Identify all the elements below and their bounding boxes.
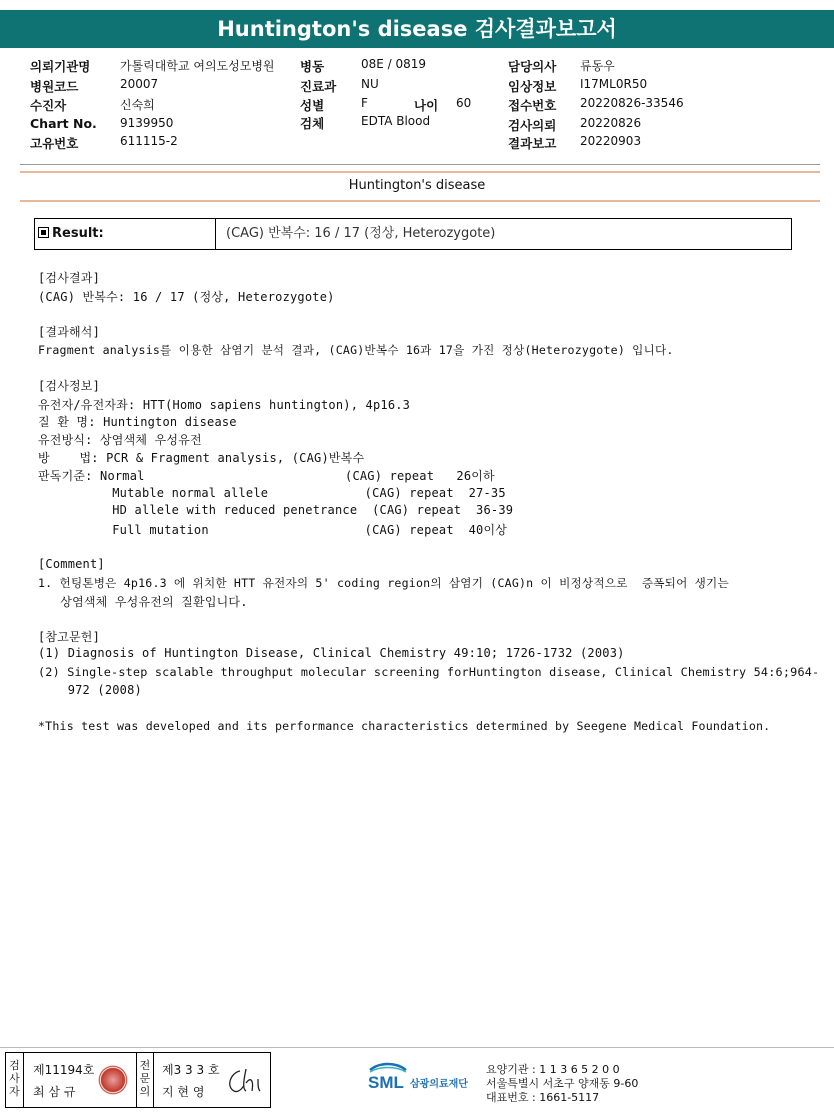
receipt-no-label: 접수번호: [508, 98, 557, 113]
request-date-value: 20220826: [580, 116, 642, 130]
specimen-value: EDTA Blood: [361, 114, 431, 128]
ward-value: 08E / 0819: [361, 57, 427, 71]
report-date-label: 결과보고: [508, 136, 557, 151]
logo-text: SML: [368, 1073, 404, 1092]
hospital-name-label: 의뢰기관명: [30, 59, 91, 74]
criteria-line: HD allele with reduced penetrance (CAG) repeat 36-39: [38, 503, 514, 517]
chart-no-label: Chart No.: [30, 116, 97, 131]
divider: [20, 164, 820, 165]
interpretation-text: Fragment analysis를 이용한 삼염기 분석 결과, (CAG)반복수 16과 17을 가진 정상(Heterozygote) 입니다.: [38, 343, 674, 357]
test-info-line: 방 법: PCR & Fragment analysis, (CAG)반복수: [38, 451, 365, 465]
test-info-line: 유전자/유전자좌: HTT(Homo sapiens huntington), 4p16.3: [38, 398, 411, 412]
clinical-info-label: 임상정보: [508, 79, 557, 94]
report-title: Huntington's disease 검사결과보고서: [0, 10, 834, 48]
hospital-name-value: 가톨릭대학교 여의도성모병원: [120, 59, 275, 73]
clinical-info-value: I17ML0R50: [580, 77, 648, 91]
age-value: 60: [456, 96, 472, 110]
unique-id-label: 고유번호: [30, 136, 79, 151]
criteria-line: Full mutation (CAG) repeat 40이상: [38, 523, 508, 537]
request-date-label: 검사의뢰: [508, 118, 557, 133]
divider: [20, 171, 820, 173]
specialist-label: 전문의: [136, 1053, 154, 1107]
examiner-name: 최 삼 규: [33, 1085, 76, 1099]
doctor-value: 류동우: [580, 59, 615, 73]
seal-stamp-icon: [98, 1065, 128, 1095]
result-text: (CAG) 반복수: 16 / 17 (정상, Heterozygote): [38, 290, 335, 304]
test-name: Huntington's disease: [348, 178, 486, 193]
divider: [0, 1047, 834, 1048]
result-value: (CAG) 반복수: 16 / 17 (정상, Heterozygote): [226, 226, 496, 241]
result-label: Result:: [52, 226, 104, 241]
section-heading: [결과해석]: [38, 325, 101, 339]
test-info-line: 질 환 명: Huntington disease: [38, 415, 237, 429]
disclaimer: *This test was developed and its performance characteristics determined by Seegene Medical Foundation.: [38, 719, 771, 733]
department-label: 진료과: [300, 79, 337, 94]
age-label: 나이: [414, 98, 439, 113]
patient-name-label: 수진자: [30, 98, 67, 113]
org-name: 삼광의료재단: [410, 1079, 468, 1090]
reference-line: (1) Diagnosis of Huntington Disease, Clinical Chemistry 49:10; 1726-1732 (2003): [38, 646, 625, 660]
section-heading: [Comment]: [38, 557, 105, 571]
specialist-name: 지 현 영: [162, 1085, 205, 1099]
result-label-cell: [35, 219, 216, 249]
comment-text: 상염색체 우성유전의 질환입니다.: [38, 595, 248, 609]
reference-line: 972 (2008): [38, 683, 142, 697]
section-heading: [참고문헌]: [38, 630, 101, 644]
department-value: NU: [361, 77, 379, 91]
criteria-line: 판독기준: Normal (CAG) repeat 26이하: [38, 469, 495, 483]
examiner-license: 제11194호: [33, 1063, 95, 1077]
sml-logo: [366, 1061, 486, 1097]
chart-no-value: 9139950: [120, 116, 174, 130]
receipt-no-value: 20220826-33546: [580, 96, 684, 110]
section-heading: [검사결과]: [38, 271, 101, 285]
unique-id-value: 611115-2: [120, 134, 178, 148]
phone-number: 대표번호 : 1661-5117: [486, 1091, 600, 1104]
specimen-label: 검체: [300, 116, 325, 131]
test-info-line: 유전방식: 상염색체 우성유전: [38, 433, 202, 447]
ward-label: 병동: [300, 59, 325, 74]
divider: [20, 200, 820, 202]
section-heading: [검사정보]: [38, 379, 101, 393]
address: 서울특별시 서초구 양재동 9-60: [486, 1077, 639, 1090]
specialist-license: 제3 3 3 호: [162, 1063, 220, 1077]
hospital-code-value: 20007: [120, 77, 159, 91]
institution-code: 요양기관 : 1 1 3 6 5 2 0 0: [486, 1063, 620, 1076]
sex-label: 성별: [300, 98, 325, 113]
signature: [224, 1065, 264, 1097]
result-box: [34, 218, 792, 250]
doctor-label: 담당의사: [508, 59, 557, 74]
report-date-value: 20220903: [580, 134, 642, 148]
signature-box: [5, 1052, 271, 1108]
criteria-line: Mutable normal allele (CAG) repeat 27-35: [38, 486, 506, 500]
reference-line: (2) Single-step scalable throughput molecular screening forHuntington disease, Clinical Chemistry 54:6;964-: [38, 665, 820, 679]
sex-value: F: [361, 96, 368, 110]
hospital-code-label: 병원코드: [30, 79, 79, 94]
patient-name-value: 신숙희: [120, 98, 155, 112]
checkbox-icon: [38, 227, 49, 238]
comment-text: 1. 헌팅톤병은 4p16.3 에 위치한 HTT 유전자의 5' coding region의 삼염기 (CAG)n 이 비정상적으로 증폭되어 생기는: [38, 576, 729, 590]
examiner-label: 검사자: [6, 1053, 24, 1107]
